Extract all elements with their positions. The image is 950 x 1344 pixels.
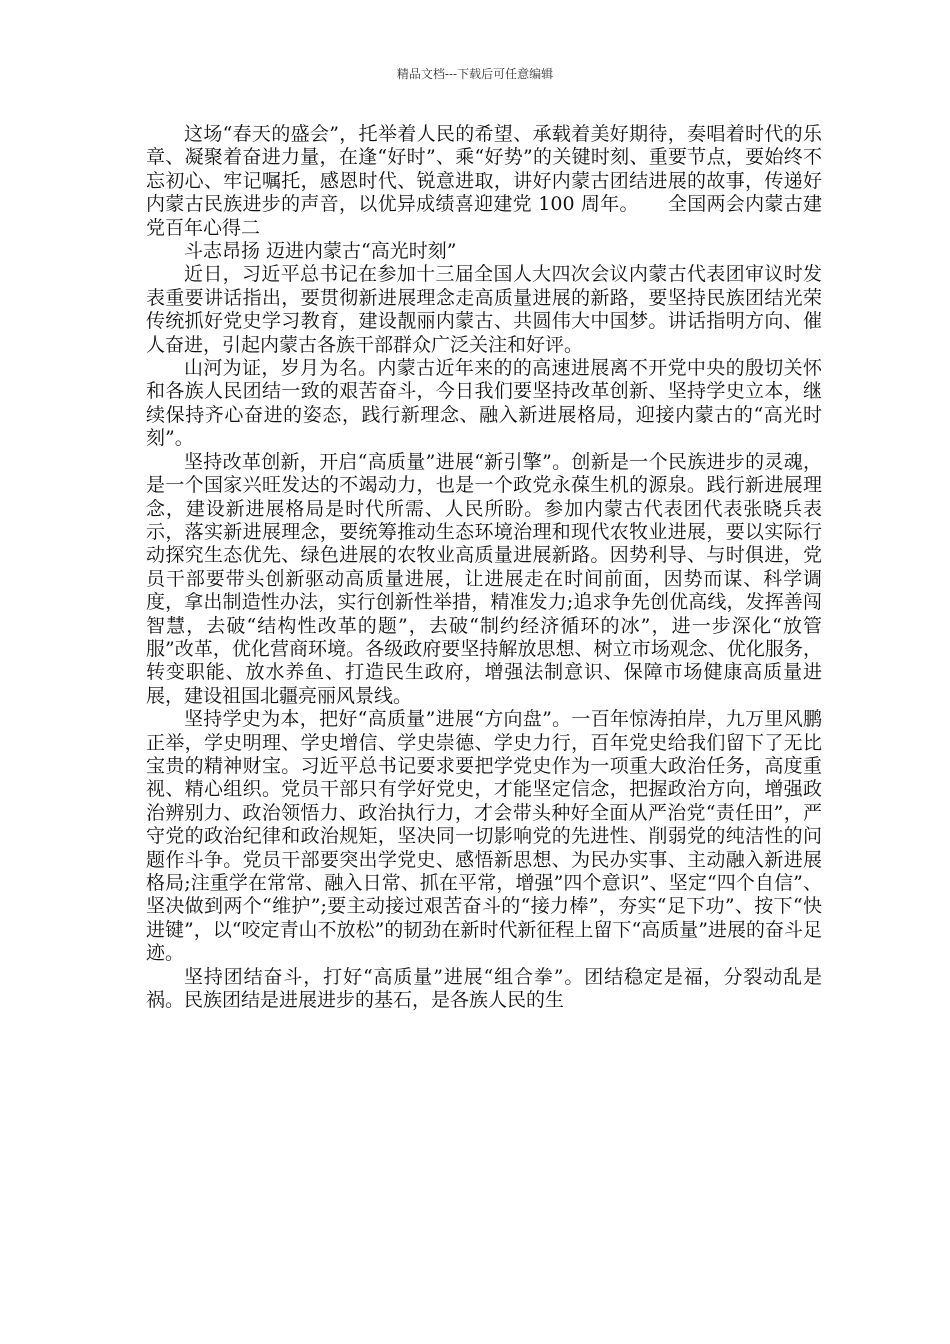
paragraph-6: 坚持团结奋斗，打好“高质量”进展“组合拳”。团结稳定是福，分裂动乱是祸。民族团结是进展进步的基石，是各族人民的生 <box>146 965 822 1012</box>
paragraph-1: 这场“春天的盛会”，托举着人民的希望、承载着美好期待，奏唱着时代的乐章、凝聚着奋进力量，在逢“好时”、乘“好势”的关键时刻、重要节点，要始终不忘初心、牢记嘱托，感恩时代、锐意进取，讲好内蒙古团结进展的故事，传递好内蒙古民族进步的声音，以优异成绩喜迎建党 100 周年。 全国两会内蒙古建党百年心得二 <box>146 123 822 239</box>
document-body <box>146 123 822 1012</box>
section-heading: 斗志昂扬 迈进内蒙古“高光时刻” <box>184 240 457 263</box>
paragraph-4: 坚持改革创新，开启“高质量”进展“新引擎”。创新是一个民族进步的灵魂，是一个国家兴旺发达的不竭动力，也是一个政党永葆生机的源泉。践行新进展理念，建设新进展格局是时代所需、人民所盼。参加内蒙古代表团代表张晓兵表示，落实新进展理念，要统筹推动生态环境治理和现代农牧业进展，要以实际行动探究生态优先、绿色进展的农牧业高质量进展新路。因势利导、与时俱进，党员干部要带头创新驱动高质量进展，让进展走在时间前面，因势而谋、科学调度，拿出制造性办法，实行创新性举措，精准发力;追求争先创优高线，发挥善闯智慧，去破“结构性改革的题”，去破“制约经济循环的冰”，进一步深化“放管服”改革，优化营商环境。各级政府要坚持解放思想、树立市场观念、优化服务，转变职能、放水养鱼、打造民生政府，增强法制意识、保障市场健康高质量进展，建设祖国北疆亮丽风景线。 <box>146 450 822 707</box>
paragraph-2: 近日，习近平总书记在参加十三届全国人大四次会议内蒙古代表团审议时发表重要讲话指出，要贯彻新进展理念走高质量进展的新路，要坚持民族团结光荣传统抓好党史学习教育，建设靓丽内蒙古、共圆伟大中国梦。讲话指明方向、催人奋进，引起内蒙古各族干部群众广泛关注和好评。 <box>146 263 822 356</box>
paragraph-5: 坚持学史为本，把好“高质量”进展“方向盘”。一百年惊涛拍岸，九万里风鹏正举，学史明理、学史增信、学史崇德、学史力行，百年党史给我们留下了无比宝贵的精神财宝。习近平总书记要求要把学党史作为一项重大政治任务，高度重视、精心组织。党员干部只有学好党史，才能坚定信念，把握政治方向，增强政治辨别力、政治领悟力、政治执行力，才会带头种好全面从严治党“责任田”，严守党的政治纪律和政治规矩，坚决同一切影响党的先进性、削弱党的纯洁性的问题作斗争。党员干部要突出学党史、感悟新思想、为民办实事、主动融入新进展格局;注重学在常常、融入日常、抓在平常，增强”四个意识”、坚定“四个自信”、坚决做到两个“维护”;要主动接过艰苦奋斗的“接力棒”，夯实“足下功”、按下“快进键”，以“咬定青山不放松”的韧劲在新时代新征程上留下“高质量”进展的奋斗足迹。 <box>146 708 822 965</box>
page-header: 精品文档---下载后可任意编辑 <box>396 67 554 81</box>
paragraph-3: 山河为证，岁月为名。内蒙古近年来的的高速进展离不开党中央的殷切关怀和各族人民团结一致的艰苦奋斗，今日我们要坚持改革创新、坚持学史立本，继续保持齐心奋进的姿态，践行新理念、融入新进展格局，迎接内蒙古的“高光时刻”。 <box>146 357 822 450</box>
